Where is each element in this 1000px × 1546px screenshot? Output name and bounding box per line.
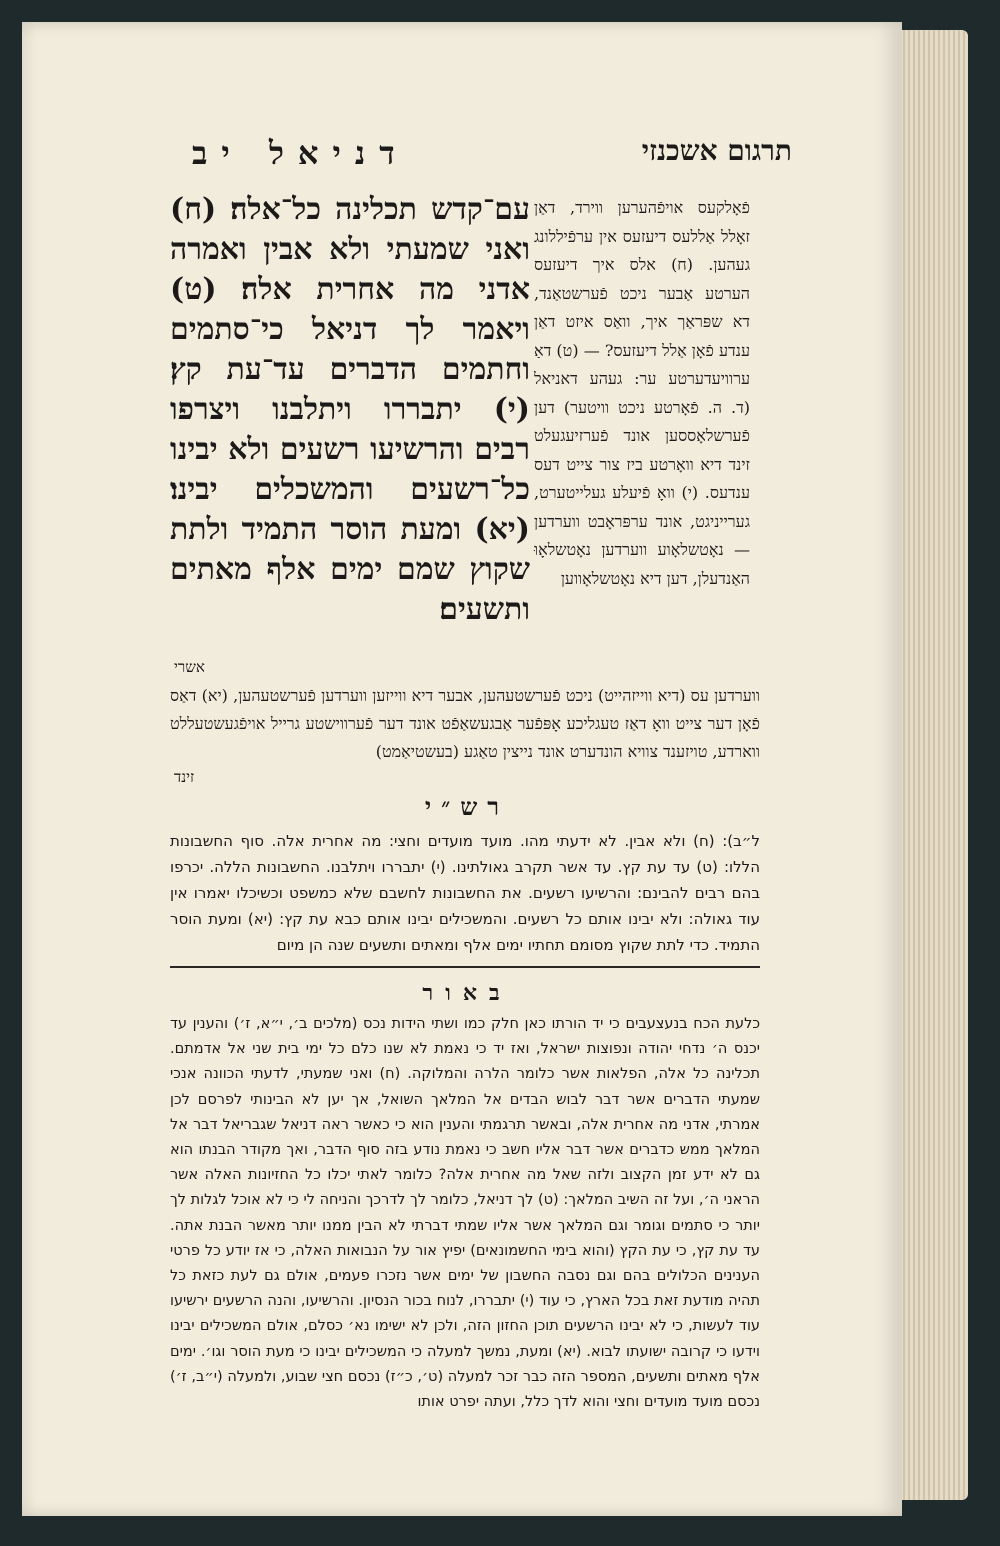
- running-title-right: תרגום אשכנזי: [641, 134, 792, 167]
- biur-commentary: כלעת הכח בנעצעבים כי יד הורתו כאן חלק כמו ושתי הידות נכס (מלכים ב׳, י״א, ז׳) והענין עד יכנס ה׳ נדחי יהודה ונפוצות ישראל, ואז יד כי נאמת לא שנו כלם כל ימי בית שני אל אדמתם. תכלינה כל אלה, הפלאות אשר כלומר הלרה והמלוקה. (ח) ואני שמעתי, לדעתי הכוונה אנכי שמעתי הדברים אשר דבר לבוש הבדים אל המלאך השואל, אך יען לא הבינותי לפרסם לכן אמרתי, אדני מה אחרית אלה, ובאשר תרגמתי והענין הוא כי כאשר ראה דניאל שגבריאל דבר אל המלאך ממש כדברים אשר דבר אליו חשב כי נאמת נודע בזה סוף הדבר, ואך מקודר הבנתו הוא גם לא ידע זמן הקצוב ולזה שאל מה אחרית אלה? כלומר לאתי יכלו כל החזיונות האלה אשר הראני ה׳, ועל זה השיב המלאך: (ט) לך דניאל, כלומר לך לדרכך והניחה לי כי לא אוכל לגלות לך יותר כי סתמים וגומר וגם המלאך אשר אליו שמתי דברתי לא הבין ממנו יותר מאשר הבנת אתה. עד עת קץ, כי עת הקץ (והוא בימי החשמונאים) יפיץ אור על הנבואות האלה, כי אז יודע כל פרטי הענינים הכלולים בהם וגם נסבה החשבון של ימים אשר נזכרו פעמים, אולם גם לעת כזאת כל תהיה מודעת זאת בכל הארץ, כי עוד (י) יתבררו, לנוח בכור הנסיון. והרשיעו, והנה הרשעים ירשיעו עוד לעשות, כי לא יבינו הרשעים תוכן החזון הזה, ולכן לא ישימו נא׳ כסלם, אולם המשכילים יבינו וידעו כי קרובה ישועתו לבוא. (יא) ומעת, נמשך למעלה כי המשכילים יבינו כי מעת הוסר וגו׳. ימים אלף מאתים ותשעים, המספר הזה כבר זכר למעלה (ט׳, כ״ז) נכסם חצי שבוע, ולמעלה (י״ב, ז׳) נכסם מועד מועדים וחצי והוא לדך כלל, ועתה יפרט אותו: [170, 1016, 760, 1411]
- rashi-heading: רש״י: [424, 792, 510, 821]
- catchword: זינד: [174, 768, 195, 786]
- catchword: אשרי: [174, 658, 205, 676]
- hebrew-verses: עם־קדש תכלינה כל־אלה׃ (ח) ואני שמעתי ולא אבין ואמרה אדני מה אחרית אלה׃ (ט) ויאמר לך דניאל כי־סתמים וחתמים הדברים עד־עת קץ׃ (י) יתבררו ויתלבנו ויצרפו רבים והרשיעו רשעים ולא יבינו כל־רשעים והמשכלים יבינו׃ (יא) ומעת הוסר התמיד ולתת שקוץ שמם ימים אלף מאתים ותשעים׃: [170, 192, 530, 627]
- book-page: [22, 22, 902, 1516]
- running-header: [192, 134, 792, 174]
- rashi-commentary: ל״ב): (ח) ולא אבין. לא ידעתי מהו. מועד מועדים וחצי: מה אחרית אלה. סוף החשבונות הללו: (ט) עד עת קץ. עד אשר תקרב גאולתינו. (י) יתבררו ויתלבנו. החשבונות הללה. יכרפו בהם רבים להבינם: והרשיעו רשעים. את החשבונות לחשבם שלא כמשפט וכשיכלו יאמרו אין עוד גאולה: ולא יבינו אותם כל רשעים. והמשכילים יבינו אותם כבא עת קץ: (יא) ומעת הוסר התמיד. כדי לתת שקוץ מסומם תחתיו ימים אלף ומאתים ותשעים שנה הן מיום: [170, 832, 760, 954]
- running-title-left: דניאל יב: [192, 134, 409, 172]
- biur-heading: באור: [422, 980, 512, 1006]
- translation-continued: ווערדען עס (דיא ווייזהייט) ניכט פֿערשטעהען, אבער דיא ווייזען ווערדען פֿערשטעהען, (יא) דאַס פֿאָן דער צייט וואָ דאַז טעגליכע אָפּפֿער אַבגעשאַפֿט אונד דער פֿערווישטע גרייל אויפֿגעשטעללט ווארדע, טויזענד צוויא הונדערט אונד נייצין טאַגע (בעשטיאַמט): [170, 686, 760, 761]
- translation-column: פֿאָלקעס אויפֿהערען ווירד, דאַן זאָלל אַללעס דיעזעס אין ערפֿיללונג געהען. (ח) אלס איך דיעזעס הערטע אַבער ניכט פֿערשטאַנד, דא שפּראַך איך, וואַס איזט דאַן ענדע פֿאָן אַלל דיעזעס? — (ט) דאַ ערוויעדערטע ער: געהע דאניאל (ד. ה. פֿאָרטע ניכט וויטער) דען פֿערשלאָססען אונד פֿערזיעגעלט זינד דיא וואָרטע ביז צור צייט דעס ענדעס. (י) וואָ פֿיעלע געלייטערט, גערייניגט, אונד ערפּראָבט ווערדען — נאָטשלאָוע ווערדען נאָטשלאָוּ האַנדעלן, דען דיא נאָטשלאָווען: [534, 198, 750, 588]
- section-divider: [170, 966, 760, 968]
